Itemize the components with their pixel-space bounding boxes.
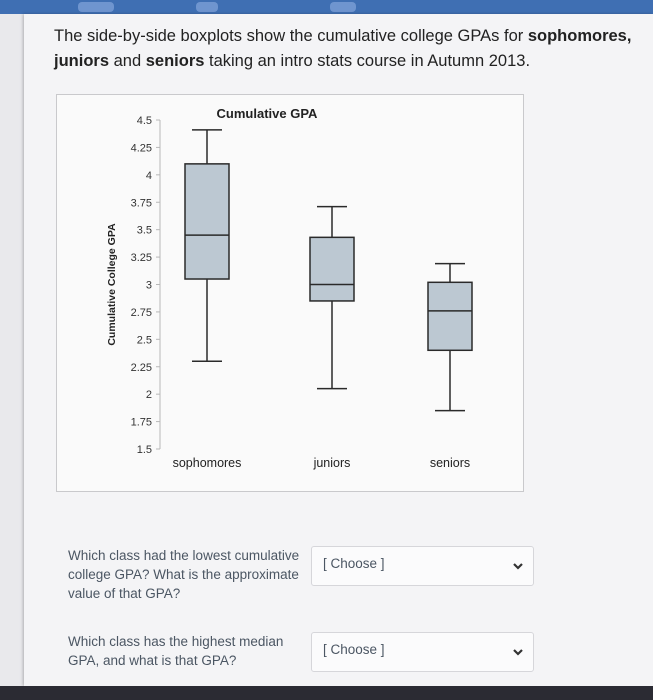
x-category-label: sophomores [172,456,242,470]
y-tick-label: 4.5 [136,115,152,127]
y-tick-label: 4.25 [130,142,152,155]
chevron-down-icon [511,645,525,659]
chart-title: Cumulative GPA [216,106,318,121]
top-strip-item [78,2,114,12]
y-tick-label: 3 [145,279,152,292]
top-strip-item [196,2,218,12]
x-category-label: juniors [313,456,351,470]
y-tick-label: 4 [145,169,152,182]
y-tick-label: 1.75 [130,416,152,429]
box-seniors [428,282,472,350]
answer-select[interactable] [311,546,534,586]
boxplot-figure [56,94,524,492]
question-part: taking an intro stats course in Autumn 2013. [204,52,531,70]
top-strip-item [330,2,356,12]
y-axis-label: Cumulative College GPA [106,223,118,346]
answer-select[interactable] [311,632,534,672]
y-tick-label: 2.5 [136,334,152,347]
quiz-panel [24,14,653,686]
question-label: Which class has the highest median GPA, and what is that GPA? [68,634,284,668]
select-value: [ Choose ] [323,642,385,657]
question-part-bold: sophomores, [527,27,632,45]
taskbar-strip [0,686,653,700]
y-tick-label: 2.75 [130,306,152,319]
y-tick-label: 3.5 [136,224,152,237]
question-label: Which class had the lowest cumulative college GPA? What is the approximate value of that GPA? [68,548,300,601]
browser-top-strip [0,0,653,14]
chevron-down-icon [511,559,525,573]
boxplot-chart [57,95,523,491]
question-part-bold: juniors [54,52,110,70]
y-tick-label: 2.25 [130,361,152,374]
y-tick-label: 3.25 [130,252,152,265]
y-tick-label: 1.5 [136,444,152,456]
x-category-label: seniors [429,456,471,470]
question-part: The side-by-side boxplots show the cumulative college GPAs for [54,27,528,45]
question-part-bold: seniors [145,52,205,70]
question-part: and [109,52,146,70]
select-value: [ Choose ] [323,556,385,571]
question-text [54,24,653,74]
box-sophomores [185,164,229,279]
y-tick-label: 2 [145,389,152,402]
y-tick-label: 3.75 [130,197,152,210]
box-juniors [310,237,354,301]
